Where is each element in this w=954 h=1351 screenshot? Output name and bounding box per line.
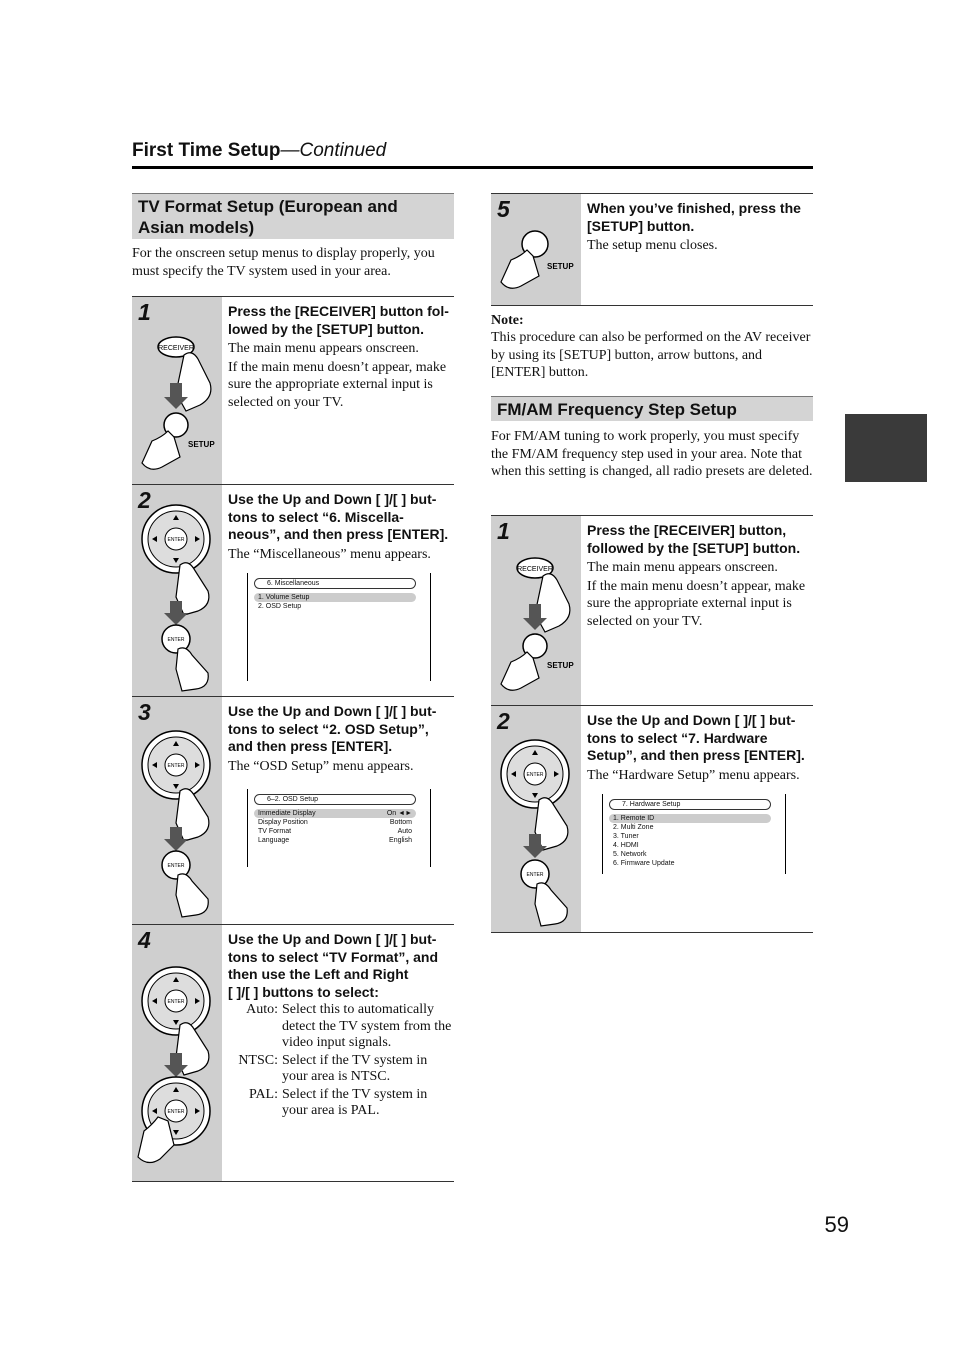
tv-step-2 (132, 484, 454, 697)
instruction-line: followed by the [SETUP] button. (587, 539, 801, 556)
step-text (228, 491, 454, 563)
step-desc: If the main menu doesn’t appear, make sure the appropriate external input is selected on your TV. (587, 578, 806, 629)
option-text: Select if the TV system in your area is NTSC. (282, 1052, 428, 1084)
menu-item (609, 841, 771, 850)
step-illustration (132, 485, 222, 697)
step-desc: The setup menu closes. (587, 238, 718, 253)
step-illustration (132, 697, 222, 925)
step-instruction (587, 712, 813, 765)
enter-label: ENTER (167, 763, 185, 769)
instruction-line: then use the Left and Right (228, 966, 409, 982)
menu-item-label: Immediate Display (258, 810, 316, 817)
step-number: 3 (138, 699, 151, 725)
instruction-line: and then press [ENTER]. (228, 738, 393, 754)
remote-arrows-illustration (132, 925, 222, 1181)
step-number: 1 (138, 299, 151, 325)
hardware-menu-screen (602, 794, 786, 874)
option-text: Select if the TV system in your area is PAL. (282, 1086, 428, 1118)
step-instruction (587, 200, 813, 235)
setup-label: SETUP (547, 661, 574, 670)
menu-item-value: Auto (397, 828, 412, 835)
menu-item-value: Bottom (389, 819, 412, 826)
tv-step-1 (132, 296, 454, 485)
menu-item (254, 809, 416, 818)
instruction-line: Use the Up and Down [ ]/[ ] but- (228, 931, 437, 947)
instruction-line: lowed by the [SETUP] button. (228, 320, 424, 337)
step-text (228, 931, 454, 1120)
osd-menu-screen (247, 789, 431, 867)
step-text (587, 712, 813, 784)
menu-item-label: 4. HDMI (613, 842, 639, 849)
section-title-tv-format: TV Format Setup (European and Asian models) (132, 193, 454, 239)
step-text (587, 200, 813, 255)
step-instruction (228, 491, 454, 544)
section-title-fmam: FM/AM Frequency Step Setup (491, 396, 813, 421)
menu-title: 7. Hardware Setup (609, 799, 771, 810)
option-auto (228, 1002, 454, 1052)
running-header (132, 140, 386, 162)
receiver-label: RECEIVER (517, 566, 553, 573)
instruction-line: [ ]/[ ] buttons to select: (228, 983, 379, 1000)
instruction-line: tons to select “TV Format”, and (228, 948, 439, 965)
step-instruction (228, 303, 454, 338)
instruction-line: neous”, and then press [ENTER]. (228, 526, 449, 542)
header-continued: —Continued (280, 140, 387, 161)
option-text: Select this to automatically detect the TV system from the video input signals. (282, 1002, 452, 1050)
step-number: 4 (138, 927, 151, 953)
note-text: This procedure can also be performed on the AV receiver by using its [SETUP] button, arrow buttons, and [ENTER] button. (491, 330, 811, 380)
menu-item (609, 850, 771, 859)
step-illustration (132, 925, 222, 1181)
enter-label: ENTER (526, 872, 544, 878)
tv-step-5 (491, 193, 813, 306)
header-rule (132, 166, 813, 169)
menu-item (254, 602, 416, 611)
step-desc: The main menu appears onscreen. (587, 560, 778, 575)
tv-step-4 (132, 924, 454, 1182)
option-pal (228, 1087, 454, 1120)
remote-enter-illustration (132, 485, 222, 697)
instruction-line: Press the [RECEIVER] button fol- (228, 303, 449, 319)
option-key: PAL: (248, 1086, 278, 1102)
menu-item-label: 1. Remote ID (613, 815, 655, 822)
step-desc: The “Miscellaneous” menu appears. (228, 546, 431, 562)
step-instruction (228, 931, 454, 1001)
menu-item-label: Language (258, 837, 290, 844)
menu-title: 6–2. OSD Setup (254, 794, 416, 805)
enter-label: ENTER (167, 1109, 185, 1115)
instruction-line: Use the Up and Down [ ]/[ ] but- (587, 712, 796, 728)
note (491, 313, 813, 382)
instruction-line: tons to select “7. Hardware (587, 729, 768, 746)
remote-enter-illustration (491, 706, 581, 932)
step-number: 2 (138, 487, 151, 513)
enter-label: ENTER (167, 999, 185, 1005)
option-ntsc (228, 1053, 454, 1086)
remote-enter-illustration (132, 697, 222, 925)
instruction-line: tons to select “2. OSD Setup”, (228, 720, 429, 737)
menu-item-label: 6. Firmware Update (613, 860, 675, 867)
step-desc: The “Hardware Setup” menu appears. (587, 767, 800, 783)
menu-item (609, 823, 771, 832)
menu-item-value: On ◄► (386, 810, 412, 817)
menu-item-label: 2. Multi Zone (613, 824, 654, 831)
option-key: Auto: (246, 1002, 278, 1017)
menu-item-label: 2. OSD Setup (258, 603, 302, 610)
receiver-label: RECEIVER (158, 345, 194, 352)
instruction-line: tons to select “6. Miscella- (228, 508, 404, 525)
step-instruction (587, 522, 813, 557)
instruction-line: Setup”, and then press [ENTER]. (587, 747, 805, 763)
tv-step-3 (132, 696, 454, 925)
menu-item-label: Display Position (258, 819, 308, 826)
step-text (228, 303, 454, 411)
step-desc: If the main menu doesn’t appear, make sure the appropriate external input is selected on your TV. (228, 359, 447, 410)
menu-item-label: TV Format (258, 828, 292, 835)
menu-item (609, 832, 771, 841)
menu-item-label: 3. Tuner (613, 833, 639, 840)
menu-item (254, 827, 416, 836)
fm-step-2 (491, 705, 813, 933)
step-number: 2 (497, 708, 510, 734)
page-number: 59 (824, 1212, 849, 1237)
header-title: First Time Setup (132, 140, 281, 161)
chapter-tab (845, 414, 927, 482)
step-number: 5 (497, 196, 510, 222)
menu-item-label: 1. Volume Setup (258, 594, 310, 601)
instruction-line: When you’ve finished, press the (587, 200, 801, 216)
instruction-line: Press the [RECEIVER] button, (587, 522, 787, 538)
fm-step-1 (491, 515, 813, 706)
instruction-line: Use the Up and Down [ ]/[ ] but- (228, 491, 437, 507)
enter-label: ENTER (167, 863, 185, 869)
menu-item (609, 859, 771, 868)
step-text (587, 522, 813, 630)
step-desc: The “OSD Setup” menu appears. (228, 758, 414, 774)
menu-item (254, 818, 416, 827)
enter-label: ENTER (167, 537, 185, 543)
step-desc: The main menu appears onscreen. (228, 341, 419, 356)
step-instruction (228, 703, 454, 756)
enter-label: ENTER (167, 637, 185, 643)
menu-item (254, 593, 416, 602)
setup-label: SETUP (547, 262, 574, 271)
step-text (228, 703, 454, 775)
step-number: 1 (497, 518, 510, 544)
step-illustration (491, 706, 581, 932)
menu-item (254, 836, 416, 845)
misc-menu-screen (247, 573, 431, 681)
menu-title: 6. Miscellaneous (254, 578, 416, 589)
enter-label: ENTER (526, 772, 544, 778)
menu-item-label: 5. Network (613, 851, 647, 858)
fmam-intro: For FM/AM tuning to work properly, you must specify the FM/AM frequency step used in your area. Note that when this setting is changed, all radio presets are deleted. (491, 429, 813, 479)
menu-item (609, 814, 771, 823)
setup-label: SETUP (188, 440, 215, 449)
tv-format-intro: For the onscreen setup menus to display properly, you must specify the TV system used in your area. (132, 246, 435, 279)
instruction-line: [SETUP] button. (587, 217, 695, 234)
note-heading: Note: (491, 313, 524, 328)
instruction-line: Use the Up and Down [ ]/[ ] but- (228, 703, 437, 719)
menu-item-value: English (389, 837, 412, 844)
option-key: NTSC: (238, 1052, 278, 1068)
